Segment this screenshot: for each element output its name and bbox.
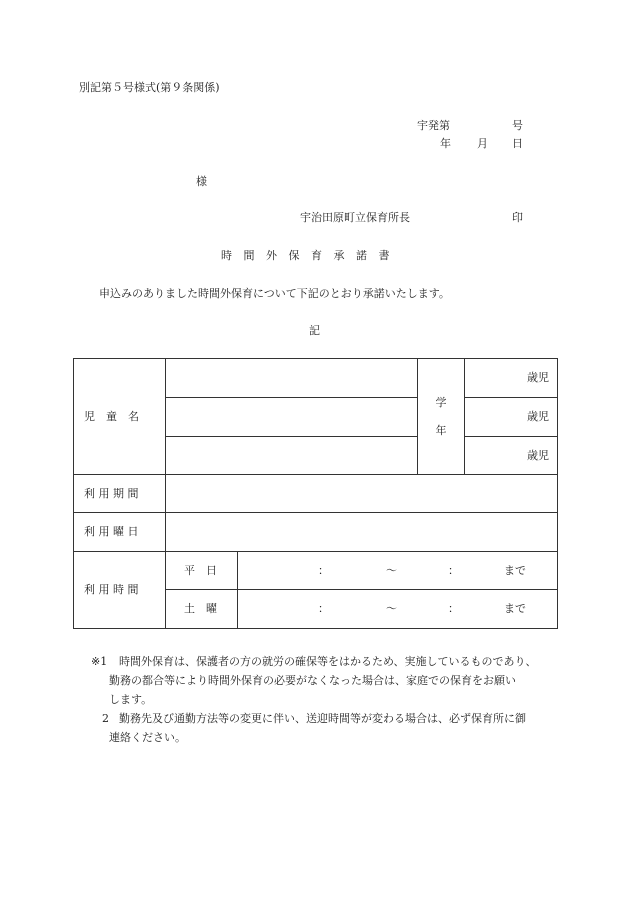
- note-2-line-2: 連絡ください。: [109, 731, 186, 744]
- age-field-3[interactable]: 歳児: [465, 437, 558, 475]
- child-name-field-1[interactable]: [166, 359, 418, 398]
- weekday-time-field[interactable]: [238, 552, 558, 590]
- note-2-line-1: 勤務先及び通勤方法等の変更に伴い、送迎時間等が変わる場合は、必ず保育所に御: [119, 712, 526, 725]
- issue-number-label: 宇発第: [417, 119, 450, 132]
- weekday-label: 平 日: [166, 552, 238, 590]
- saturday-colon-start: ：: [318, 602, 329, 615]
- note-1-line-2: 勤務の都合等により時間外保育の必要がなくなった場合は、家庭での保育をお願い: [109, 674, 516, 687]
- child-name-field-2[interactable]: [166, 398, 418, 437]
- note-1-line-1: 時間外保育は、保護者の方の就労の確保等をはかるため、実施しているものであり、: [119, 655, 537, 668]
- saturday-until: まで: [504, 602, 526, 615]
- saturday-time-field[interactable]: [238, 590, 558, 629]
- saturday-colon-end: ：: [448, 602, 459, 615]
- weekday-tilde: ～: [386, 563, 397, 577]
- saturday-tilde: ～: [386, 602, 397, 615]
- note-1: [91, 652, 561, 709]
- intro-text: 申込みのありました時間外保育について下記のとおり承諾いたします。: [99, 287, 450, 300]
- document-title: 時間外保育承諾書: [221, 249, 401, 262]
- addressee-suffix: 様: [196, 175, 207, 188]
- usage-days-label: 利 用 曜 日: [74, 513, 166, 552]
- form-reference: 別記第５号様式(第９条関係): [79, 81, 220, 94]
- date-day-label: 日: [512, 137, 523, 150]
- note-1-line-3: します。: [109, 693, 153, 706]
- child-name-label: 児 童 名: [74, 359, 166, 475]
- ki-heading: 記: [309, 324, 320, 337]
- seal-mark: 印: [512, 211, 523, 224]
- note-2: [91, 709, 561, 747]
- weekday-until: まで: [504, 563, 526, 577]
- child-name-field-3[interactable]: [166, 437, 418, 475]
- weekday-colon-end: ：: [448, 563, 459, 577]
- notes-section: [91, 652, 561, 747]
- grade-label-2: 年: [435, 423, 447, 437]
- note-1-mark: ※1: [91, 655, 108, 668]
- issue-number-suffix: 号: [512, 119, 523, 132]
- weekday-colon-start: ：: [318, 563, 329, 577]
- grade-label: [418, 359, 465, 475]
- usage-period-field[interactable]: [166, 475, 558, 513]
- usage-days-field[interactable]: [166, 513, 558, 552]
- usage-period-label: 利 用 期 間: [74, 475, 166, 513]
- grade-label-1: 学: [435, 395, 447, 409]
- age-field-2[interactable]: 歳児: [465, 398, 558, 437]
- age-field-1[interactable]: 歳児: [465, 359, 558, 398]
- issuer-name: 宇治田原町立保育所長: [300, 211, 410, 224]
- approval-form-table: [73, 358, 558, 629]
- date-year-label: 年: [440, 137, 451, 150]
- saturday-label: 土 曜: [166, 590, 238, 629]
- usage-time-label: 利 用 時 間: [74, 552, 166, 629]
- note-2-mark: 2: [102, 712, 109, 725]
- date-month-label: 月: [477, 137, 488, 150]
